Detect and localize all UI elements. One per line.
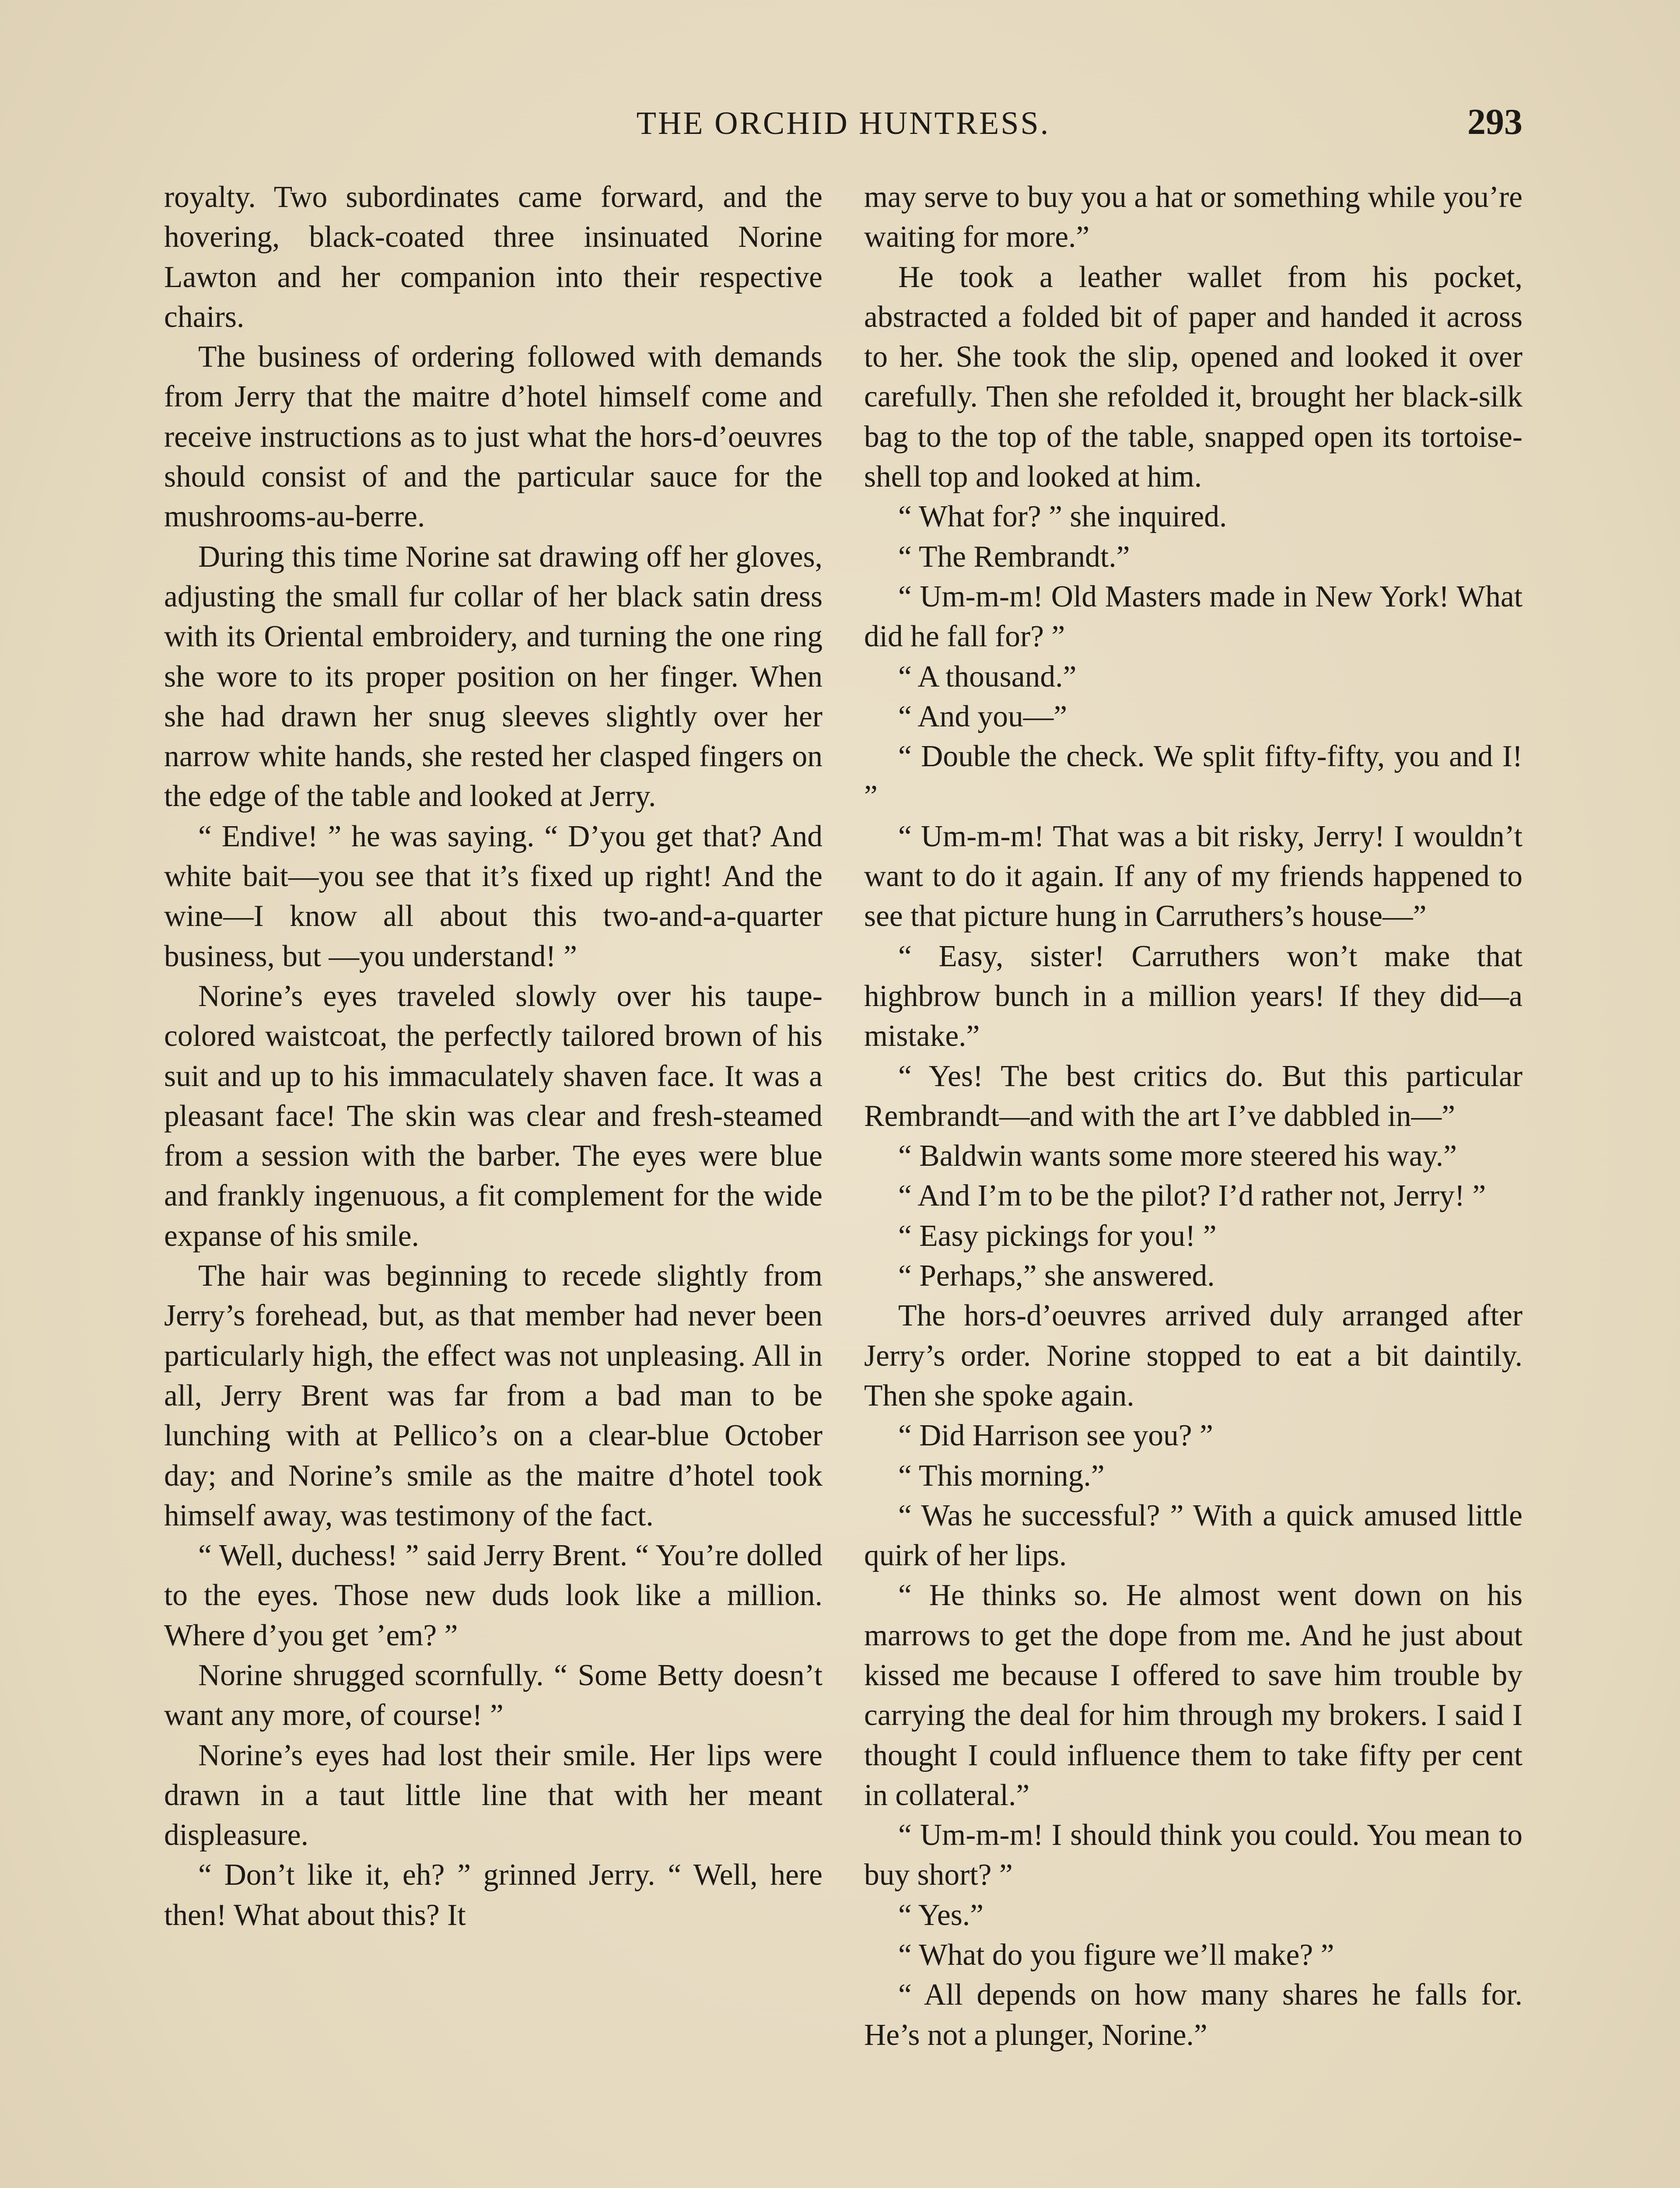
paragraph: “ Baldwin wants some more steered his way.” xyxy=(898,1139,1457,1173)
paragraph: “ Don’t like it, eh? ” grinned Jerry. “ Well, here then! What about this? It xyxy=(164,1858,822,1932)
right-column xyxy=(864,177,1522,2188)
paragraph: “ What do you figure we’ll make? ” xyxy=(898,1938,1334,1972)
paragraph: The hair was beginning to recede slightly from Jerry’s forehead, but, as that member had never been particularly high, the effect was not unpleasing. All in all, Jerry Brent was far from a bad man to be lunching with at Pellico’s on a clear-blue October day; and Norine’s smile as the maitre d’hotel took himself away, was testimony of the fact. xyxy=(164,1259,822,1532)
running-title: THE ORCHID HUNTRESS. xyxy=(636,105,1050,141)
paragraph: “ Did Harrison see you? ” xyxy=(898,1419,1213,1453)
paragraph: “ This morning.” xyxy=(898,1459,1105,1493)
paragraph: “ Well, duchess! ” said Jerry Brent. “ You’re dolled to the eyes. Those new duds look like a million. Where d’you get ’em? ” xyxy=(164,1539,822,1652)
paragraph: royalty. Two subordinates came forward, and the hovering, black-coated three insinuated Norine Lawton and her companion into their respective chairs. xyxy=(164,180,822,334)
paragraph: “ Endive! ” he was saying. “ D’you get that? And white bait—you see that it’s fixed up right! And the wine—I know all about this two-and-a-quarter business, but —you understand! ” xyxy=(164,819,822,973)
paragraph: “ Double the check. We split fifty-fifty, you and I! ” xyxy=(864,740,1522,813)
paragraph: “ Easy, sister! Carruthers won’t make that highbrow bunch in a million years! If they did—a mistake.” xyxy=(864,939,1522,1053)
left-column xyxy=(164,177,822,2188)
text-columns xyxy=(164,177,1522,2188)
paragraph: Norine’s eyes traveled slowly over his taupe-colored waistcoat, the perfectly tailored brown of his suit and up to his immaculately shaven face. It was a pleasant face! The skin was clear and fresh-steamed from a session with the barber. The eyes were blue and frankly ingenuous, a fit complement for the wide expanse of his smile. xyxy=(164,979,822,1253)
paragraph: The business of ordering followed with demands from Jerry that the maitre d’hotel himself come and receive instructions as to just what the hors-d’oeuvres should consist of and the particular sauce for the mushrooms-au-berre. xyxy=(164,340,822,534)
paragraph: “ Easy pickings for you! ” xyxy=(898,1219,1217,1253)
paragraph: “ Perhaps,” she answered. xyxy=(898,1259,1215,1293)
paragraph: Norine’s eyes had lost their smile. Her lips were drawn in a taut little line that with her meant displeasure. xyxy=(164,1738,822,1852)
paragraph: “ All depends on how many shares he falls for. He’s not a plunger, Norine.” xyxy=(864,1978,1522,2052)
paragraph: “ A thousand.” xyxy=(898,659,1077,694)
paragraph: “ The Rembrandt.” xyxy=(898,540,1130,574)
paragraph: Norine shrugged scornfully. “ Some Betty doesn’t want any more, of course! ” xyxy=(164,1658,822,1732)
paragraph: “ Was he successful? ” With a quick amused little quirk of her lips. xyxy=(864,1498,1522,1573)
paragraph: “ Yes! The best critics do. But this particular Rembrandt—and with the art I’ve dabbled in—” xyxy=(864,1059,1522,1133)
paragraph: “ And I’m to be the pilot? I’d rather not, Jerry! ” xyxy=(898,1179,1486,1213)
paragraph: “ Yes.” xyxy=(898,1898,984,1932)
paragraph: “ He thinks so. He almost went down on his marrows to get the dope from me. And he just about kissed me because I offered to save him trouble by carrying the deal for him through my brokers. I said I thought I could influence them to take fifty per cent in collateral.” xyxy=(864,1578,1522,1812)
paragraph: He took a leather wallet from his pocket, abstracted a folded bit of paper and handed it across to her. She took the slip, opened and looked it over carefully. Then she refolded it, brought her black-silk bag to the top of the table, snapped open its tortoise-shell top and looked at him. xyxy=(864,260,1522,494)
paragraph: “ Um-m-m! Old Masters made in New York! What did he fall for? ” xyxy=(864,579,1522,654)
paragraph: “ Um-m-m! I should think you could. You mean to buy short? ” xyxy=(864,1818,1522,1892)
paragraph: The hors-d’oeuvres arrived duly arranged after Jerry’s order. Norine stopped to eat a bit daintily. Then she spoke again. xyxy=(864,1299,1522,1413)
paragraph: “ Um-m-m! That was a bit risky, Jerry! I wouldn’t want to do it again. If any of my friends happened to see that picture hung in Carruthers’s house—” xyxy=(864,819,1522,933)
page-number: 293 xyxy=(1467,102,1522,142)
paragraph: “ And you—” xyxy=(898,699,1068,733)
paragraph: may serve to buy you a hat or something while you’re waiting for more.” xyxy=(864,180,1522,254)
paragraph: During this time Norine sat drawing off her gloves, adjusting the small fur collar of her black satin dress with its Oriental embroidery, and turning the one ring she wore to its proper position on her finger. When she had drawn her snug sleeves slightly over her narrow white hands, she rested her clasped fingers on the edge of the table and looked at Jerry. xyxy=(164,540,822,813)
paragraph: “ What for? ” she inquired. xyxy=(898,500,1227,534)
running-head xyxy=(164,101,1522,153)
